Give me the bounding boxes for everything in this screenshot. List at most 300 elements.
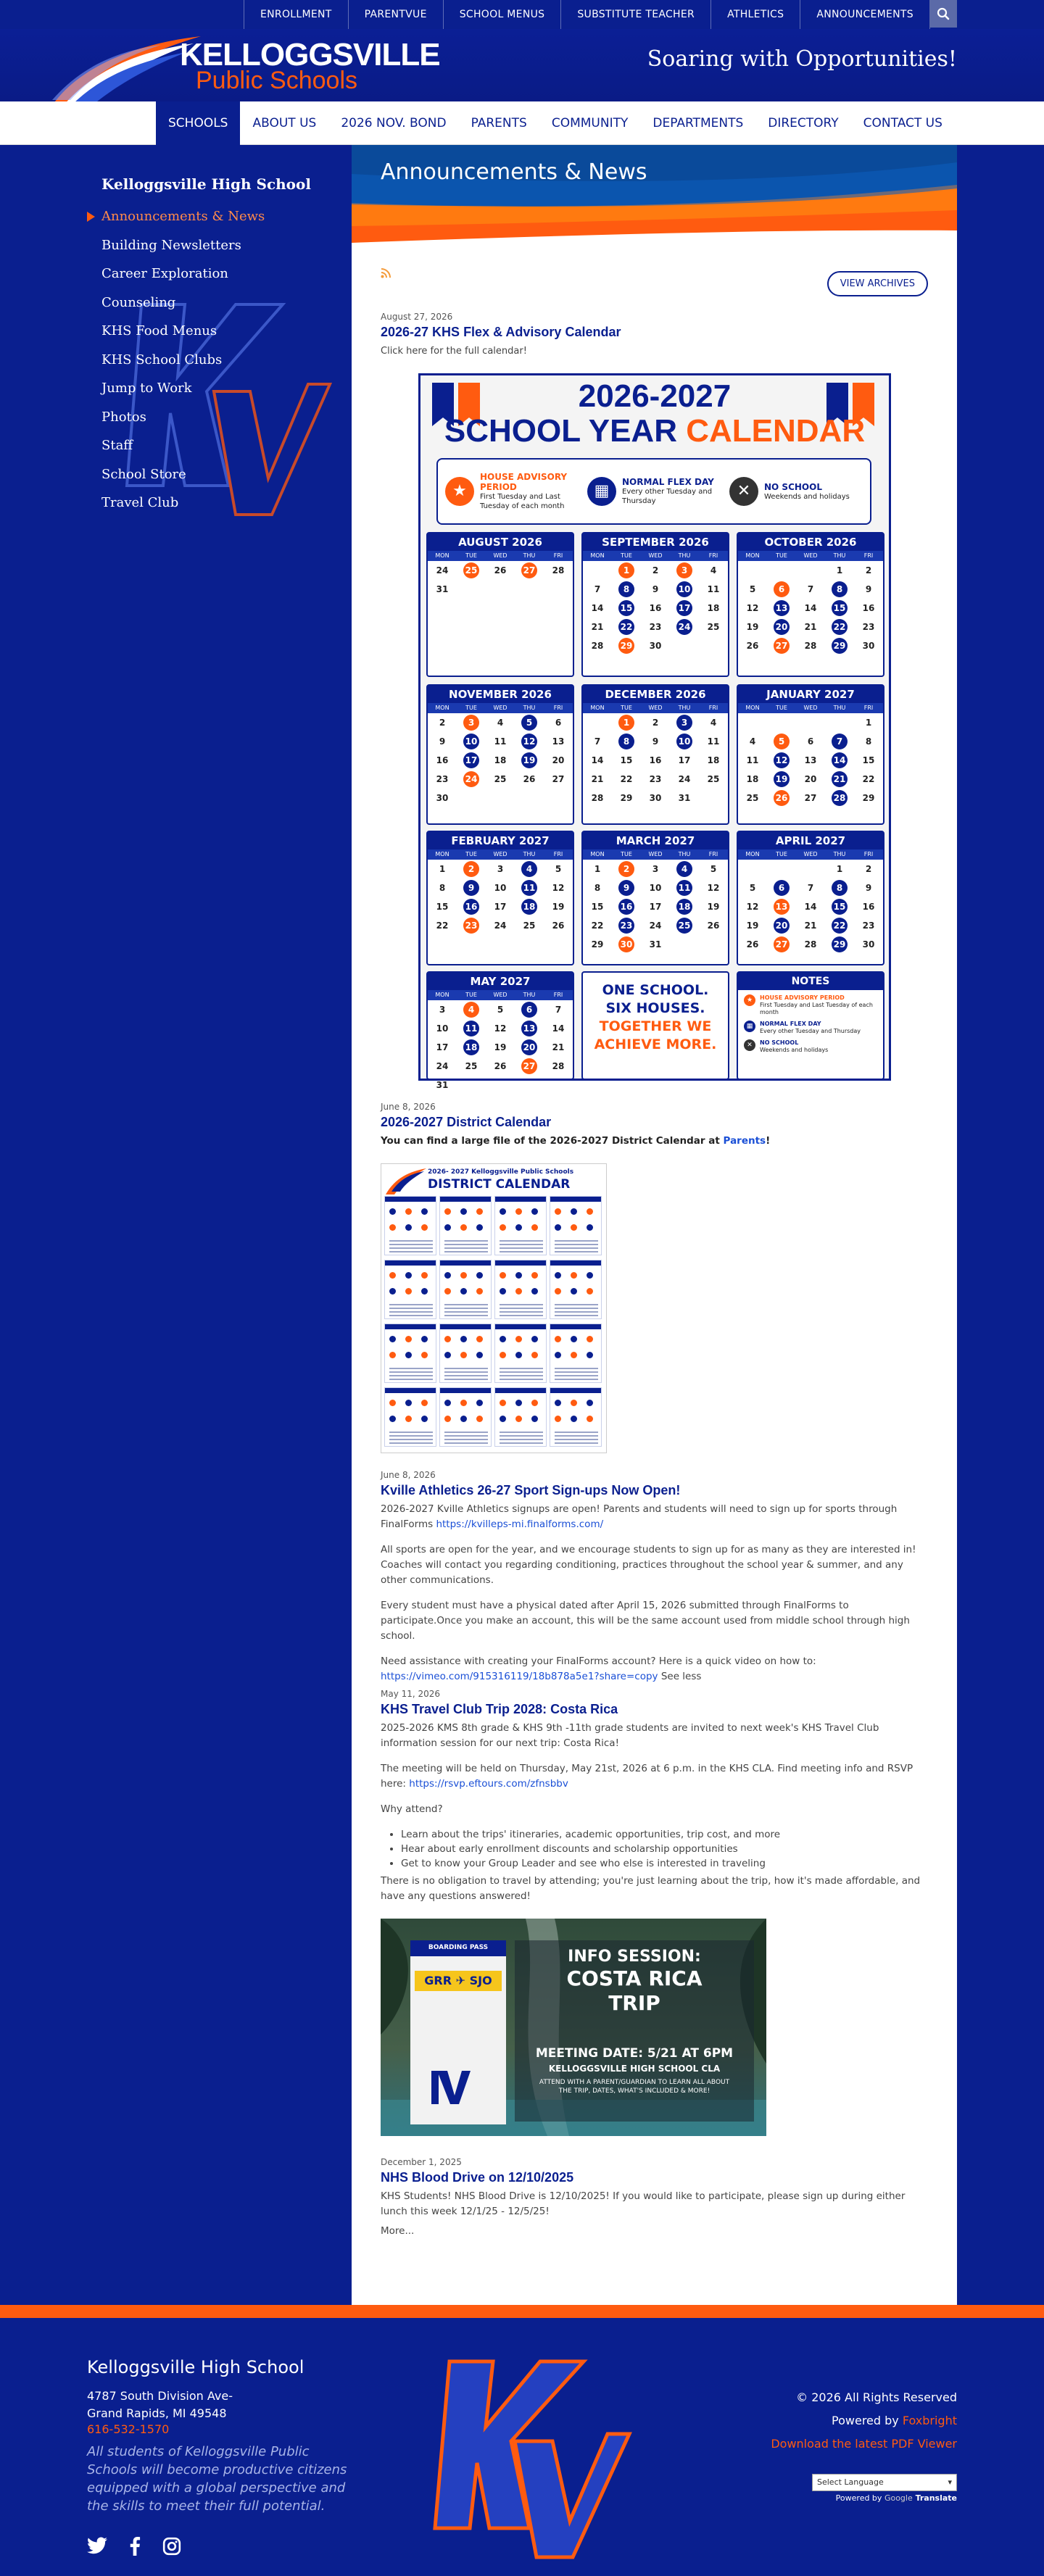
calendar-day: 11 [746, 755, 759, 765]
close-icon: ✕ [744, 1039, 755, 1051]
calendar-day: 1 [612, 562, 641, 578]
calendar-day: 20 [552, 755, 565, 765]
weekday-label: MON [745, 705, 760, 711]
calendar-day: 13 [552, 736, 565, 747]
calendar-day: 10 [457, 734, 486, 749]
weekday-label: THU [523, 851, 536, 857]
post-text: Every student must have a physical dated after April 15, 2026 submitted through FinalForms to participate.Once you make an account, this will be the same account used from middle school through high school. [381, 1600, 910, 1642]
calendar-day: 1 [836, 864, 843, 874]
post-title[interactable]: Kville Athletics 26-27 Sport Sign-ups Now Open! [381, 1483, 681, 1497]
flyer-route: GRR ✈ SJO [424, 1974, 492, 1987]
calendar-title-b: CALENDAR [686, 413, 866, 449]
sidebar-item-career[interactable]: Career Exploration [102, 266, 228, 281]
legend-title: HOUSE ADVISORY PERIOD [480, 472, 568, 492]
district-calendar-image[interactable] [381, 1163, 607, 1453]
calendar-day: 3 [457, 715, 486, 731]
weekday-label: WED [493, 705, 508, 711]
twitter-icon[interactable] [87, 2537, 107, 2554]
calendar-day: 12 [767, 752, 796, 768]
weekday-label: MON [590, 705, 605, 711]
calendar-day: 13 [804, 755, 817, 765]
calendar-day: 6 [807, 736, 814, 747]
slogan-line: ONE SCHOOL. [602, 982, 709, 998]
note-desc: Weekends and holidays [760, 1047, 829, 1053]
more-link[interactable]: More... [381, 2225, 415, 2237]
calendar-day: 16 [862, 902, 875, 912]
calendar-day: 1 [612, 715, 641, 731]
calendar-day: 18 [494, 755, 507, 765]
calendar-day: 17 [678, 755, 691, 765]
district-calendar-grid [384, 1196, 603, 1450]
district-calendar-title: DISTRICT CALENDAR [428, 1177, 571, 1192]
calendar-day: 30 [612, 936, 641, 952]
month-name: FEBRUARY 2027 [428, 832, 573, 849]
calendar-day: 5 [515, 715, 544, 731]
calendar-day: 12 [515, 734, 544, 749]
district-month-block [494, 1387, 547, 1447]
calendar-day: 5 [767, 734, 796, 749]
calendar-day: 2 [612, 861, 641, 877]
calendar-day: 9 [457, 880, 486, 896]
calendar-icon: ▦ [587, 477, 616, 506]
calendar-day: 29 [620, 793, 633, 803]
calendar-day: 17 [494, 902, 507, 912]
calendar-day: 11 [707, 584, 720, 594]
calendar-month [426, 684, 574, 825]
calendar-day: 11 [670, 880, 699, 896]
calendar-day [544, 789, 573, 807]
legend-title: NORMAL FLEX DAY [622, 477, 714, 487]
post-text: All sports are open for the year, and we encourage students to sign up for as many as they are interested in! Coaches will contact you regarding conditioning, practices throughout the school year & summer, and any other communications. [381, 1544, 916, 1586]
calendar-day: 26 [767, 790, 796, 806]
top-link-parentvue[interactable]: PARENTVUE [348, 0, 443, 29]
top-links [244, 0, 930, 29]
top-link-school-menus[interactable]: SCHOOL MENUS [443, 0, 561, 29]
calendar-day [457, 789, 486, 807]
calendar-day: 10 [649, 883, 662, 893]
list-item: • Get to know your Group Leader and see who else is interested in traveling [401, 1856, 928, 1871]
district-month-block [384, 1387, 436, 1447]
footer-school-name: Kelloggsville High School [87, 2357, 304, 2377]
legend-desc: First Tuesday and Last Tuesday of each month [480, 493, 565, 510]
site-footer [0, 2305, 1044, 2576]
calendar-day [738, 714, 767, 732]
calendar-day: 6 [767, 880, 796, 896]
calendar-day: 8 [825, 880, 854, 896]
nav-contact-us[interactable]: CONTACT US [863, 116, 942, 130]
calendar-day [457, 581, 486, 599]
note-desc: Every other Tuesday and Thursday [760, 1028, 861, 1034]
search-icon [937, 7, 950, 20]
slogan-line: ACHIEVE MORE. [594, 1036, 717, 1052]
calendar-day: 17 [670, 600, 699, 616]
calendar-day: 25 [746, 793, 759, 803]
main-content [352, 145, 957, 2305]
sidebar-item-jump-to-work[interactable]: Jump to Work [102, 381, 192, 396]
weekday-label: WED [648, 705, 663, 711]
calendar-day: 7 [594, 736, 601, 747]
calendar-day: 13 [767, 600, 796, 616]
calendar-day: 27 [552, 774, 565, 784]
calendar-day [457, 1076, 486, 1094]
calendar-day: 11 [494, 736, 507, 747]
calendar-day: 21 [825, 771, 854, 787]
calendar-day [796, 860, 825, 878]
calendar-day: 14 [591, 603, 604, 613]
weekday-label: WED [803, 851, 818, 857]
calendar-day: 28 [591, 641, 604, 651]
calendar-month [581, 831, 729, 965]
post-title[interactable]: NHS Blood Drive on 12/10/2025 [381, 2170, 574, 2185]
calendar-day: 27 [515, 1058, 544, 1074]
full-calendar-link[interactable]: Click here for the full calendar! [381, 346, 527, 357]
calendar-day: 14 [552, 1023, 565, 1034]
calendar-day: 12 [552, 883, 565, 893]
calendar-day: 7 [555, 1005, 562, 1015]
flyer-info-session: INFO SESSION: [568, 1948, 701, 1966]
top-link-substitute-teacher[interactable]: SUBSTITUTE TEACHER [560, 0, 710, 29]
calendar-day: 19 [767, 771, 796, 787]
calendar-day: 6 [515, 1002, 544, 1018]
weekday-label: FRI [863, 851, 874, 857]
calendar-day: 25 [494, 774, 507, 784]
district-month-block [550, 1260, 602, 1319]
kv-footer-logo-icon [428, 2347, 631, 2564]
weekday-label: FRI [708, 552, 718, 559]
calendar-day: 15 [436, 902, 449, 912]
nav-community[interactable]: COMMUNITY [551, 116, 629, 130]
calendar-day: 27 [515, 562, 544, 578]
list-item: • Learn about the trips' itineraries, academic opportunities, trip cost, and more [401, 1827, 928, 1842]
calendar-day: 20 [767, 619, 796, 635]
calendar-day: 8 [594, 883, 601, 893]
calendar-day: 29 [862, 793, 875, 803]
calendar-day: 31 [678, 793, 691, 803]
costa-rica-flyer-image[interactable] [381, 1919, 766, 2136]
calendar-day: 23 [649, 622, 662, 632]
calendar-day: 27 [804, 793, 817, 803]
calendar-day [825, 714, 854, 732]
calendar-slogan [581, 971, 729, 1080]
weekday-label: TUE [776, 851, 787, 857]
district-month-block [550, 1387, 602, 1447]
calendar-day: 6 [555, 718, 562, 728]
calendar-day: 4 [457, 1002, 486, 1018]
sidebar-item-photos[interactable]: Photos [102, 409, 146, 425]
nav-schools[interactable]: SCHOOLS [156, 101, 240, 145]
weekday-label: WED [493, 552, 508, 559]
google-translate-credit [836, 2493, 957, 2503]
nav-departments[interactable]: DEPARTMENTS [652, 116, 744, 130]
calendar-day [515, 581, 544, 599]
calendar-day: 27 [767, 936, 796, 952]
calendar-day: 5 [497, 1005, 504, 1015]
calendar-day: 4 [497, 718, 504, 728]
sidebar-item-staff[interactable]: Staff [102, 438, 133, 453]
sidebar-item-announcements[interactable]: Announcements & News [102, 206, 265, 235]
month-name: OCTOBER 2026 [738, 533, 883, 551]
calendar-day: 2 [457, 861, 486, 877]
post-date: May 11, 2026 [381, 1689, 441, 1699]
calendar-day: 19 [552, 902, 565, 912]
calendar-day: 18 [670, 899, 699, 915]
weekday-label: MON [590, 552, 605, 559]
sidebar-item-food-menus[interactable]: KHS Food Menus [102, 323, 218, 338]
calendar-day: 22 [825, 619, 854, 635]
calendar-day: 16 [436, 755, 449, 765]
note-item [738, 1035, 883, 1054]
post-title[interactable]: 2026-2027 District Calendar [381, 1115, 552, 1129]
post-text: You can find a large file of the 2026-2027 District Calendar at [381, 1135, 724, 1147]
month-name: APRIL 2027 [738, 832, 883, 849]
calendar-day: 18 [746, 774, 759, 784]
weekday-label: TUE [621, 851, 632, 857]
calendar-day: 27 [767, 638, 796, 654]
calendar-day: 3 [497, 864, 504, 874]
flyer-destination-2: TRIP [608, 1991, 660, 2015]
calendar-icon: ▦ [744, 1021, 755, 1032]
calendar-day: 2 [865, 565, 872, 576]
flyer-place: KELLOGGSVILLE HIGH SCHOOL CLA [548, 2064, 721, 2074]
pdf-viewer-link[interactable]: Download the latest PDF Viewer [771, 2437, 957, 2451]
post-text: The meeting will be held on Thursday, May 21st, 2026 at 6 p.m. in the KHS CLA. Find meeting info and RSVP here: [381, 1763, 914, 1790]
weekday-label: THU [833, 705, 846, 711]
weekday-label: TUE [621, 705, 632, 711]
calendar-day: 22 [825, 918, 854, 934]
flyer-destination-1: COSTA RICA [566, 1966, 703, 1990]
translate-powered: Powered by [835, 2493, 884, 2503]
calendar-day: 25 [670, 918, 699, 934]
rss-icon[interactable] [381, 268, 391, 278]
facebook-icon[interactable] [129, 2537, 141, 2556]
rsvp-link[interactable]: https://rsvp.eftours.com/zfnsbbv [409, 1778, 568, 1790]
calendar-day: 4 [710, 565, 717, 576]
month-name: AUGUST 2026 [428, 533, 573, 551]
page-banner [352, 145, 957, 254]
translate-label: Translate [912, 2493, 957, 2503]
calendar-day: 26 [552, 921, 565, 931]
weekday-label: THU [523, 552, 536, 559]
sidebar-menu [102, 206, 265, 521]
nav-bond[interactable]: 2026 NOV. BOND [341, 116, 447, 130]
legend-item [729, 464, 863, 519]
calendar-day: 5 [555, 864, 562, 874]
calendar-day: 20 [804, 774, 817, 784]
weekday-label: MON [435, 992, 450, 998]
calendar-day: 29 [591, 939, 604, 950]
main-nav [0, 101, 1044, 145]
search-button[interactable] [929, 0, 957, 28]
calendar-day: 19 [746, 622, 759, 632]
post-title[interactable]: KHS Travel Club Trip 2028: Costa Rica [381, 1702, 618, 1716]
calendar-month [581, 684, 729, 825]
calendar-day: 21 [591, 622, 604, 632]
slogan-line: SIX HOUSES. [605, 1000, 705, 1016]
calendar-day: 28 [825, 790, 854, 806]
post-district-calendar [381, 1100, 928, 1159]
page-title: Announcements & News [381, 159, 647, 185]
calendar-month [426, 532, 574, 677]
calendar-day: 9 [652, 736, 659, 747]
district-month-block [494, 1196, 547, 1255]
sidebar-title[interactable]: Kelloggsville High School [102, 175, 311, 193]
sidebar-item-newsletters[interactable]: Building Newsletters [102, 237, 241, 253]
month-name: JANUARY 2027 [738, 686, 883, 703]
calendar-day: 16 [457, 899, 486, 915]
footer-phone[interactable]: 616-532-1570 [87, 2422, 170, 2436]
logo-subtitle: Public Schools [196, 67, 358, 94]
calendar-day [738, 860, 767, 878]
calendar-day [796, 714, 825, 732]
calendar-day: 23 [862, 622, 875, 632]
calendar-day: 25 [457, 562, 486, 578]
post-blood-drive [381, 2156, 928, 2239]
note-title: NORMAL FLEX DAY [760, 1021, 821, 1027]
view-archives-button[interactable]: VIEW ARCHIVES [827, 271, 928, 296]
sidebar [0, 145, 348, 2305]
calendar-day: 22 [862, 774, 875, 784]
nav-about-us[interactable]: ABOUT US [252, 116, 317, 130]
calendar-legend [436, 458, 871, 525]
calendar-day: 7 [825, 734, 854, 749]
calendar-day: 29 [825, 936, 854, 952]
calendar-day: 30 [862, 641, 875, 651]
calendar-day: 24 [649, 921, 662, 931]
weekday-label: MON [435, 552, 450, 559]
finalforms-link[interactable]: https://kvilleps-mi.finalforms.com/ [436, 1518, 604, 1530]
star-icon: ★ [744, 994, 755, 1006]
calendar-day [515, 1076, 544, 1094]
calendar-day [767, 562, 796, 580]
note-title: HOUSE ADVISORY PERIOD [760, 994, 845, 1001]
legend-desc: Every other Tuesday and Thursday [622, 488, 713, 505]
calendar-day: 24 [457, 771, 486, 787]
calendar-day: 28 [804, 641, 817, 651]
calendar-day: 12 [494, 1023, 507, 1034]
calendar-day: 23 [457, 918, 486, 934]
vimeo-link[interactable]: https://vimeo.com/915316119/18b878a5e1?share=copy [381, 1671, 658, 1682]
powered-by-text: Powered by [832, 2414, 903, 2427]
foxbright-link[interactable]: Foxbright [902, 2414, 957, 2427]
top-link-athletics[interactable]: ATHLETICS [710, 0, 800, 29]
weekday-label: THU [678, 552, 691, 559]
calendar-day: 28 [552, 1061, 565, 1071]
district-month-block [439, 1324, 492, 1383]
weekday-label: TUE [465, 992, 477, 998]
parents-link[interactable]: Parents [723, 1135, 766, 1147]
calendar-day: 3 [652, 864, 659, 874]
note-title: NO SCHOOL [760, 1039, 799, 1046]
calendar-day: 15 [620, 755, 633, 765]
calendar-day: 16 [612, 899, 641, 915]
calendar-day: 17 [457, 752, 486, 768]
calendar-day: 8 [612, 581, 641, 597]
calendar-day: 8 [439, 883, 446, 893]
post-travel-club [381, 1687, 928, 1914]
calendar-day: 24 [494, 921, 507, 931]
weekday-label: FRI [863, 552, 874, 559]
instagram-icon[interactable] [162, 2537, 181, 2556]
post-date: June 8, 2026 [381, 1470, 436, 1480]
district-month-block [550, 1324, 602, 1383]
calendar-day: 23 [649, 774, 662, 784]
district-month-block [384, 1324, 436, 1383]
footer-copyright: © 2026 All Rights Reserved [796, 2390, 957, 2404]
calendar-day: 31 [436, 1080, 449, 1090]
calendar-day: 4 [670, 861, 699, 877]
month-name: MARCH 2027 [583, 832, 728, 849]
sidebar-item-clubs[interactable]: KHS School Clubs [102, 352, 223, 367]
district-month-block [439, 1196, 492, 1255]
month-name: DECEMBER 2026 [583, 686, 728, 703]
calendar-day: 3 [439, 1005, 446, 1015]
nav-directory[interactable]: DIRECTORY [768, 116, 839, 130]
weekday-label: FRI [553, 992, 563, 998]
calendar-day: 13 [767, 899, 796, 915]
sidebar-item-travel-club[interactable]: Travel Club [102, 495, 179, 510]
post-date: December 1, 2025 [381, 2157, 462, 2167]
calendar-day: 14 [804, 603, 817, 613]
top-link-announcements[interactable]: ANNOUNCEMENTS [800, 0, 930, 29]
weekday-label: FRI [553, 552, 563, 559]
calendar-day: 13 [515, 1021, 544, 1036]
weekday-label: THU [678, 851, 691, 857]
sidebar-item-counseling[interactable]: Counseling [102, 294, 176, 310]
sidebar-item-school-store[interactable]: School Store [102, 466, 186, 482]
flyer-meeting-date: MEETING DATE: 5/21 AT 6PM [535, 2046, 734, 2061]
calendar-notes [737, 971, 884, 1080]
calendar-day: 25 [707, 774, 720, 784]
calendar-day [767, 714, 796, 732]
calendar-day: 2 [439, 718, 446, 728]
month-name: NOVEMBER 2026 [428, 686, 573, 703]
calendar-day [515, 789, 544, 807]
legend-title: NO SCHOOL [764, 481, 822, 492]
calendar-day: 6 [767, 581, 796, 597]
calendar-day [767, 860, 796, 878]
flyer-boarding-pass: BOARDING PASS [428, 1944, 489, 1951]
calendar-day: 11 [515, 880, 544, 896]
calendar-day: 9 [865, 584, 872, 594]
month-name: MAY 2027 [428, 973, 573, 990]
calendar-title-a: SCHOOL YEAR [444, 413, 687, 449]
calendar-day: 5 [710, 864, 717, 874]
district-month-block [439, 1260, 492, 1319]
calendar-day: 5 [749, 883, 756, 893]
calendar-day: 14 [591, 755, 604, 765]
calendar-day [699, 936, 728, 954]
calendar-day: 22 [620, 774, 633, 784]
nav-parents[interactable]: PARENTS [471, 116, 527, 130]
school-year-calendar-image[interactable] [418, 373, 891, 1090]
post-title[interactable]: 2026-27 KHS Flex & Advisory Calendar [381, 325, 621, 339]
star-icon: ★ [445, 477, 474, 506]
weekday-label: WED [493, 851, 508, 857]
post-date: June 8, 2026 [381, 1102, 436, 1112]
footer-address-line: Grand Rapids, MI 49548 [87, 2406, 227, 2420]
see-less-link[interactable]: See less [658, 1671, 702, 1682]
weekday-label: WED [648, 851, 663, 857]
language-select[interactable] [812, 2474, 957, 2491]
top-link-enrollment[interactable]: ENROLLMENT [244, 0, 348, 29]
calendar-day: 5 [749, 584, 756, 594]
weekday-label: FRI [708, 851, 718, 857]
calendar-day: 24 [670, 619, 699, 635]
weekday-label: TUE [465, 552, 477, 559]
calendar-day: 23 [436, 774, 449, 784]
calendar-day: 1 [594, 864, 601, 874]
calendar-day: 30 [649, 641, 662, 651]
